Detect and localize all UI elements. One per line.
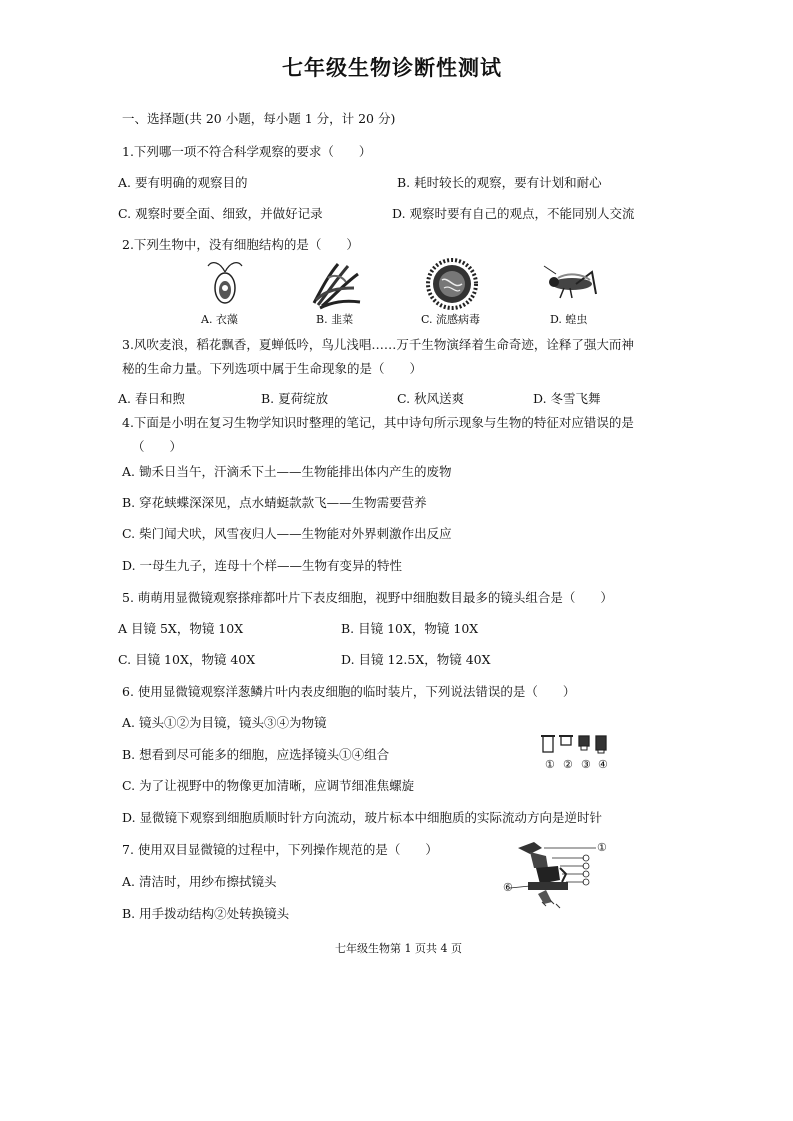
- page-footer: 七年级生物第 1 页共 4 页: [335, 942, 462, 955]
- q6-stem: 6. 使用显微镜观察洋葱鳞片叶内表皮细胞的临时装片，下列说法错误的是（ ）: [122, 684, 576, 699]
- q3-line2: 秘的生命力量。下列选项中属于生命现象的是（ ）: [122, 361, 423, 376]
- page-title: 七年级生物诊断性测试: [282, 56, 502, 80]
- q4-option-c: C. 柴门闻犬吠，风雪夜归人——生物能对外界刺激作出反应: [122, 526, 452, 541]
- q4-option-d: D. 一母生九子，连母十个样——生物有变异的特性: [122, 558, 403, 573]
- q5-option-a: A 目镜 5X，物镜 10X: [118, 621, 244, 636]
- influenza-virus-icon: [424, 256, 480, 312]
- q5-option-b: B. 目镜 10X，物镜 10X: [341, 621, 479, 636]
- grasshopper-icon: [542, 264, 600, 304]
- q5-option-c: C. 目镜 10X，物镜 40X: [118, 652, 256, 667]
- q3-option-b: B. 夏荷绽放: [261, 391, 329, 406]
- q5-stem: 5. 萌萌用显微镜观察搽痱都叶片下表皮细胞，视野中细胞数目最多的镜头组合是（ ）: [122, 590, 613, 605]
- section-heading: 一、选择题(共 20 小题，每小题 1 分，计 20 分): [122, 111, 396, 126]
- q1-option-d: D. 观察时要有自己的观点，不能同别人交流: [392, 206, 635, 221]
- q3-line1: 3.风吹麦浪，稻花飘香，夏蝉低吟，鸟儿浅唱……万千生物演绎着生命奇迹，诠释了强大而神: [122, 337, 634, 352]
- q2-caption-b: B. 韭菜: [316, 313, 354, 326]
- q4-option-b: B. 穿花蛱蝶深深见，点水蜻蜓款款飞——生物需要营养: [122, 495, 427, 510]
- q7-stem: 7. 使用双目显微镜的过程中，下列操作规范的是（ ）: [122, 842, 438, 857]
- q6-option-b: B. 想看到尽可能多的细胞，应选择镜头①④组合: [122, 747, 390, 762]
- q2-caption-a: A. 衣藻: [201, 313, 238, 326]
- q3-option-a: A. 春日和煦: [118, 391, 185, 406]
- q1-option-a: A. 要有明确的观察目的: [118, 175, 248, 190]
- q7-option-a: A. 清洁时，用纱布擦拭镜头: [122, 874, 277, 889]
- lens-label-1: ①: [545, 758, 555, 771]
- chlamydomonas-icon: [200, 258, 250, 313]
- lens-label-4: ④: [598, 758, 608, 771]
- q1-option-c: C. 观察时要全面、细致，并做好记录: [118, 206, 323, 221]
- q2-caption-c: C. 流感病毒: [421, 313, 481, 326]
- q3-option-d: D. 冬雪飞舞: [533, 391, 601, 406]
- q6-option-c: C. 为了让视野中的物像更加清晰，应调节细准焦螺旋: [122, 778, 415, 793]
- q4-option-a: A. 锄禾日当午，汗滴禾下土——生物能排出体内产生的废物: [122, 464, 452, 479]
- q6-option-d: D. 显微镜下观察到细胞质顺时针方向流动，玻片标本中细胞质的实际流动方向是逆时针: [122, 810, 603, 825]
- microscope-label-6: ⑥: [503, 881, 513, 894]
- q1-option-b: B. 耗时较长的观察，要有计划和耐心: [397, 175, 602, 190]
- leek-icon: [308, 258, 364, 313]
- lens-label-2: ②: [563, 758, 573, 771]
- q7-option-b: B. 用手拨动结构②处转换镜头: [122, 906, 290, 921]
- q4-line1: 4.下面是小明在复习生物学知识时整理的笔记，其中诗句所示现象与生物的特征对应错误的是: [122, 415, 634, 430]
- lens-label-3: ③: [581, 758, 591, 771]
- q1-stem: 1.下列哪一项不符合科学观察的要求（ ）: [122, 144, 372, 159]
- q2-stem: 2.下列生物中，没有细胞结构的是（ ）: [122, 237, 359, 252]
- q3-option-c: C. 秋风送爽: [397, 391, 465, 406]
- microscope-label-1: ①: [597, 841, 607, 854]
- q6-option-a: A. 镜头①②为目镜，镜头③④为物镜: [122, 715, 327, 730]
- binocular-microscope-icon: [500, 838, 610, 908]
- q4-line2: （ ）: [132, 439, 183, 454]
- q2-caption-d: D. 蝗虫: [550, 313, 588, 326]
- q5-option-d: D. 目镜 12.5X，物镜 40X: [341, 652, 491, 667]
